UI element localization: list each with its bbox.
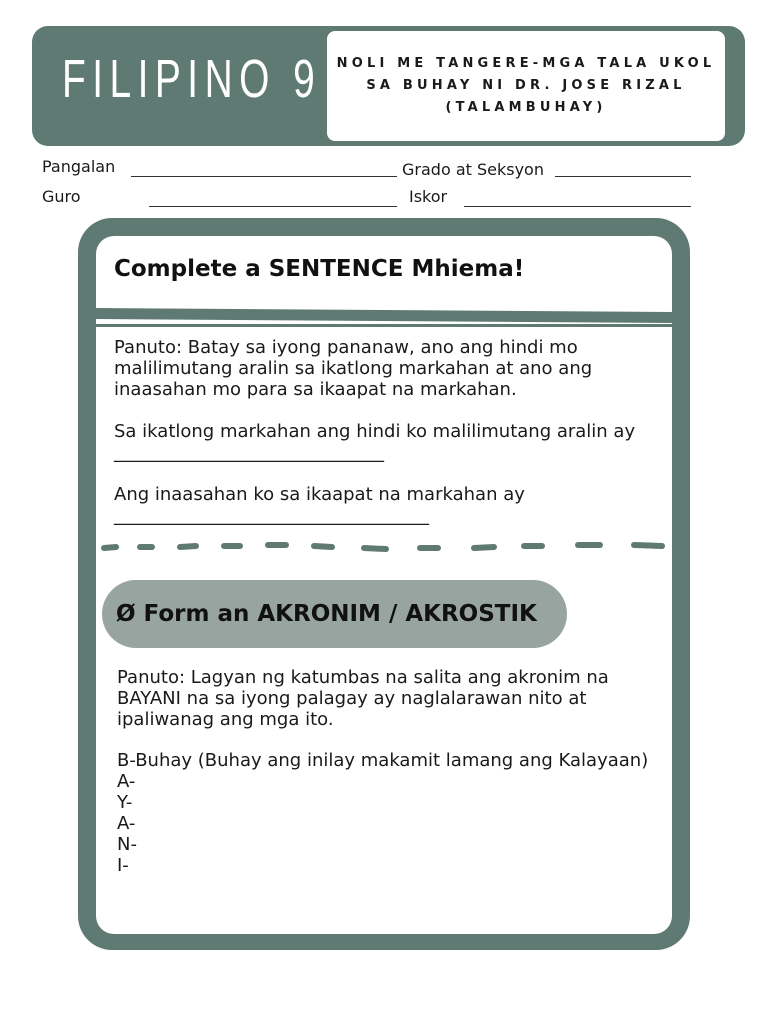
sentence-instruction: Panuto: Batay sa iyong pananaw, ano ang hindi mo malilimutang aralin sa ikatlong markahan at ano ang inaasahan mo para sa ikaapat na markahan.	[114, 337, 593, 400]
akronim-heading: Ø Form an AKRONIM / AKROSTIK	[116, 601, 537, 627]
score-label: Iskor	[409, 187, 448, 206]
akronim-line-a1[interactable]: A-	[117, 771, 136, 792]
akronim-instruction: Panuto: Lagyan ng katumbas na salita ang akronim na BAYANI na sa iyong palagay ay naglalarawan nito at ipaliwanag ang mga ito.	[117, 667, 609, 730]
divider-band	[96, 308, 672, 323]
teacher-field[interactable]	[149, 206, 397, 207]
akronim-heading-pill	[102, 580, 567, 648]
sentence-prompt-1[interactable]: Sa ikatlong markahan ang hindi ko malilimutang aralin ay ______________________________	[114, 421, 636, 463]
teacher-label: Guro	[42, 187, 81, 206]
dashed-divider	[100, 535, 670, 559]
akronim-line-y[interactable]: Y-	[117, 792, 133, 813]
akronim-line-a2[interactable]: A-	[117, 813, 136, 834]
name-field[interactable]	[131, 176, 397, 177]
worksheet-title: NOLI ME TANGERE-MGA TALA UKOL SA BUHAY NI DR. JOSE RIZAL (TALAMBUHAY)	[336, 56, 716, 115]
complete-sentence-heading: Complete a SENTENCE Mhiema!	[114, 256, 525, 282]
name-label: Pangalan	[42, 157, 116, 176]
akronim-lines	[117, 750, 662, 876]
subject-title: FILIPINO 9	[62, 49, 322, 109]
header-banner	[32, 26, 745, 146]
akronim-line-n[interactable]: N-	[117, 834, 137, 855]
worksheet-title-box	[327, 31, 725, 141]
akronim-line-i[interactable]: I-	[117, 855, 129, 876]
score-field[interactable]	[464, 206, 691, 207]
akronim-line-b[interactable]: B-Buhay (Buhay ang inilay makamit lamang ang Kalayaan)	[117, 750, 649, 771]
grade-section-label: Grado at Seksyon	[402, 160, 544, 179]
divider-thin-line	[96, 324, 672, 327]
grade-section-field[interactable]	[555, 176, 691, 177]
sentence-prompt-2[interactable]: Ang inaasahan ko sa ikaapat na markahan ay ___________________________________	[114, 484, 525, 526]
